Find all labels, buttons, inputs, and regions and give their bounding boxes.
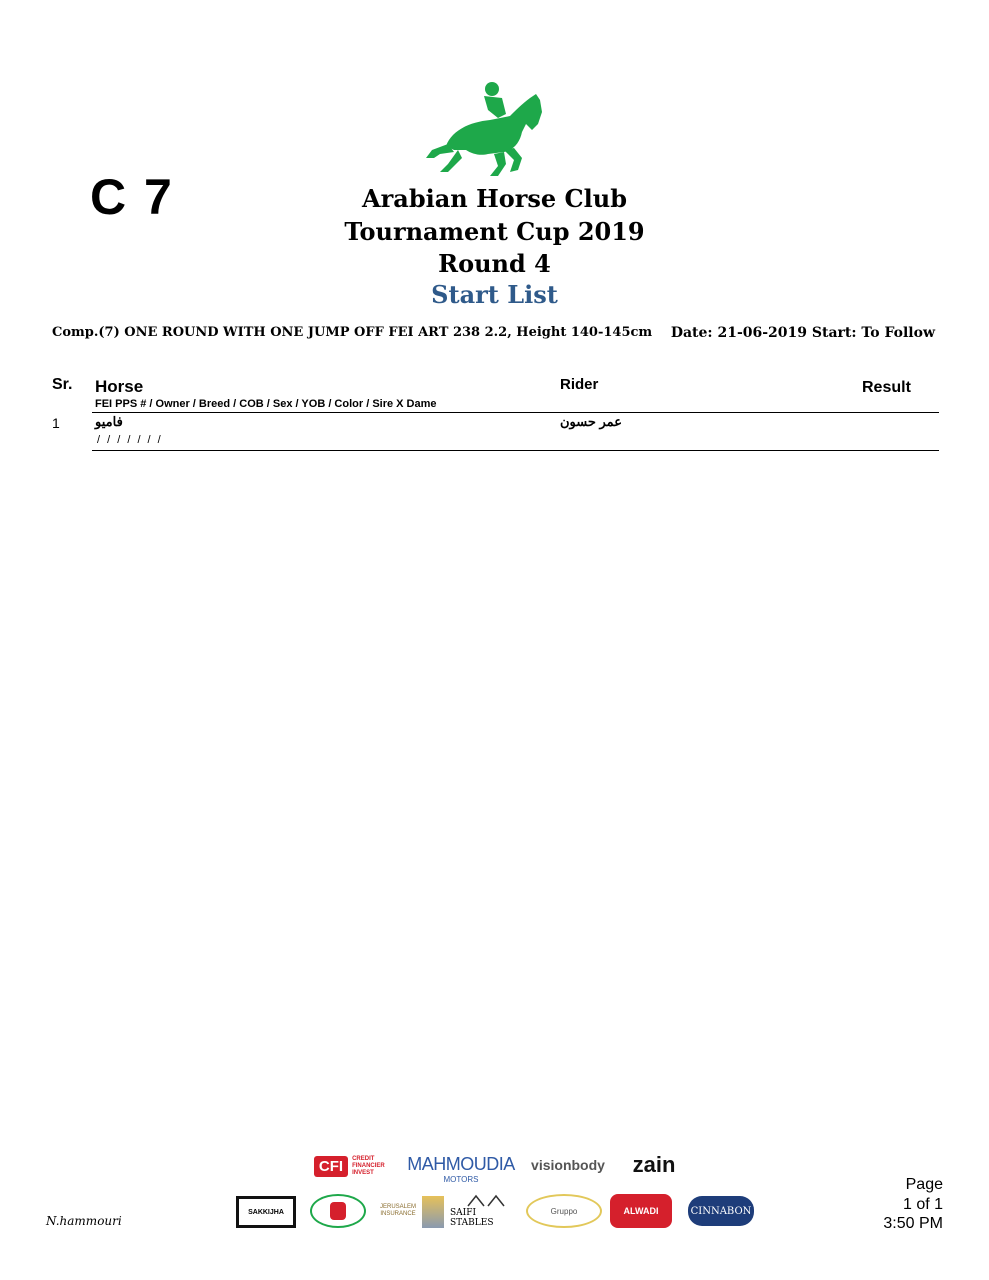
row-sr: 1 <box>52 415 60 431</box>
print-time: 3:50 PM <box>883 1215 943 1232</box>
page-number: 1 of 1 <box>902 1196 943 1213</box>
sakkijha-text: SAKKIJHA <box>248 1208 284 1216</box>
motors-text: MOTORS <box>443 1175 479 1184</box>
club-name: Arabian Horse Club <box>362 184 627 213</box>
cfi-text: CREDIT FINANCIER INVEST <box>352 1155 385 1176</box>
header-horse-details: FEI PPS # / Owner / Breed / COB / Sex / YOB / Color / Sire X Dame <box>95 398 437 410</box>
sponsor-saifi-stables-logo <box>450 1192 522 1228</box>
row-rider: عمر حسون <box>560 414 622 429</box>
sponsor-gruppo-logo <box>526 1194 602 1228</box>
sponsor-emblem-logo <box>310 1194 366 1228</box>
sponsor-cfi-logo <box>312 1152 392 1180</box>
signature: N.hammouri <box>46 1214 122 1228</box>
header-rider: Rider <box>560 376 599 393</box>
date-start: Date: 21-06-2019 Start: To Follow <box>670 325 935 341</box>
divider <box>92 450 939 451</box>
mahmoudia-text: MAHMOUDIA <box>407 1154 515 1174</box>
sponsor-visionbody-logo <box>526 1148 610 1182</box>
sponsor-zain-logo <box>624 1150 684 1180</box>
row-horse-details: / / / / / / / <box>97 434 163 446</box>
page-label: Page <box>905 1176 943 1193</box>
round-label: Round 4 <box>438 249 551 278</box>
emblem-icon <box>330 1202 346 1220</box>
sponsor-sakkijha-logo <box>236 1196 296 1228</box>
header-sr: Sr. <box>52 376 73 393</box>
visionbody-text: visionbody <box>531 1157 605 1173</box>
header-horse: Horse <box>95 377 144 396</box>
sponsor-jerusalem-insurance-logo <box>378 1194 418 1228</box>
jerusalem-insurance-text: JERUSALEM INSURANCE <box>379 1204 416 1217</box>
document-type: Start List <box>431 280 558 309</box>
cfi-mark: CFI <box>314 1156 348 1177</box>
sponsor-alwadi-logo <box>610 1194 672 1228</box>
divider <box>92 412 939 413</box>
header-result: Result <box>862 379 911 396</box>
horses-icon <box>466 1192 506 1208</box>
alwadi-text: ALWADI <box>623 1206 659 1216</box>
horse-jumper-logo-icon <box>418 80 548 182</box>
gruppo-text: Gruppo <box>550 1206 578 1216</box>
sponsor-cinnabon-logo <box>688 1196 754 1226</box>
competition-description: Comp.(7) ONE ROUND WITH ONE JUMP OFF FEI ART 238 2.2, Height 140-145cm <box>52 325 653 340</box>
row-horse: فاميو <box>95 414 123 429</box>
sponsor-small-logo <box>422 1196 444 1228</box>
sponsor-mahmoudia-logo <box>407 1152 515 1186</box>
saifi-stables-text: SAIFI STABLES <box>450 1208 494 1228</box>
competition-code: C 7 <box>90 169 174 225</box>
cinnabon-text: CINNABON <box>690 1205 752 1217</box>
tournament-name: Tournament Cup 2019 <box>344 217 645 246</box>
zain-text: zain <box>632 1152 676 1177</box>
